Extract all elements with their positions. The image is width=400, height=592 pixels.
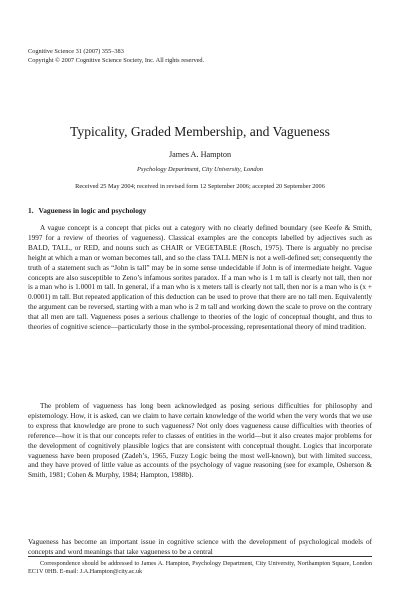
body-paragraph-block — [28, 224, 372, 333]
body-paragraph-block — [28, 402, 372, 481]
author-affiliation: Psychology Department, City University, London — [136, 166, 264, 173]
body-paragraph: Vagueness has become an important issue in cognitive science with the development of psychological models of concepts and word meanings that take vagueness to be a central — [28, 538, 372, 556]
journal-header — [28, 48, 204, 65]
received-dates: Received 25 May 2004; received in revised form 12 September 2006; accepted 20 September 2006 — [75, 183, 325, 190]
footnote-divider — [28, 556, 372, 557]
correspondence-footnote — [28, 560, 372, 577]
article-title: Typicality, Graded Membership, and Vagueness — [70, 124, 330, 139]
copyright-notice: Copyright © 2007 Cognitive Science Society, Inc. All rights reserved. — [28, 56, 205, 64]
body-paragraph-block — [28, 538, 372, 558]
article-author: James A. Hampton — [168, 150, 232, 159]
body-paragraph: A vague concept is a concept that picks out a category with no clearly defined boundary (see Keefe & Smith, 1997 for a review of theories of vagueness). Classical examples are the concepts labelled by adjectives such as BALD, TALL, or RED, and nouns such as CHAIR or VEGETABLE (Rosch, 1975). There is arguably no precise height at which a man or woman becomes tall, and so the class TALL MEN is not a well-defined set; consequently the truth of a statement such as “John is tall” may be in some sense undecidable if John is of intermediate height. Vague concepts are also susceptible to Zeno’s infamous sorites paradox. If a man who is 1 m tall is clearly not tall, then nor is a man who is 1.0001 m tall. In general, if a man who is x meters tall is clearly not tall, then nor is a man who is (x + 0.0001) m tall. But repeated application of this deduction can be used to prove that there are no tall men. Equivalently the argument can be reversed, starting with a man who is 2 m tall and working down the scale to prove on the contrary that all men are tall. Vagueness poses a serious challenge to theories of the logic of conceptual thought, and thus to theories of cognitive science—particularly those in the symbol-processing, representational theory of mind tradition. — [28, 224, 372, 332]
footnote-text: Correspondence should be addressed to James A. Hampton, Psychology Department, City University, Northampton Square, London EC1V 0HB. E-mail: J.A.Hampton@city.ac.uk — [28, 560, 372, 576]
section-title: Vagueness in logic and psychology — [38, 206, 147, 215]
body-paragraph: The problem of vagueness has long been acknowledged as posing serious difficulties for philosophy and epistemology. How, it is asked, can we claim to have certain knowledge of the world when the very words that we use to express that knowledge are prone to such vagueness? Not only does vagueness cause difficulties with theories of reference—how it is that our concepts refer to classes of entities in the world—but it also creates major problems for the development of cognitively plausible logics that are consistent with conceptual thought. Logics that incorporate vagueness have been proposed (Zadeh’s, 1965, Fuzzy Logic being the most well-known), but with limited success, and they have proved of little value as accounts of the psychology of vague reasoning (see for example, Osherson & Smith, 1981; Cohen & Murphy, 1984; Hampton, 1988b). — [28, 402, 372, 480]
journal-citation: Cognitive Science 31 (2007) 355–383 — [28, 48, 124, 55]
section-heading — [28, 206, 146, 215]
section-number: 1. — [28, 206, 34, 215]
